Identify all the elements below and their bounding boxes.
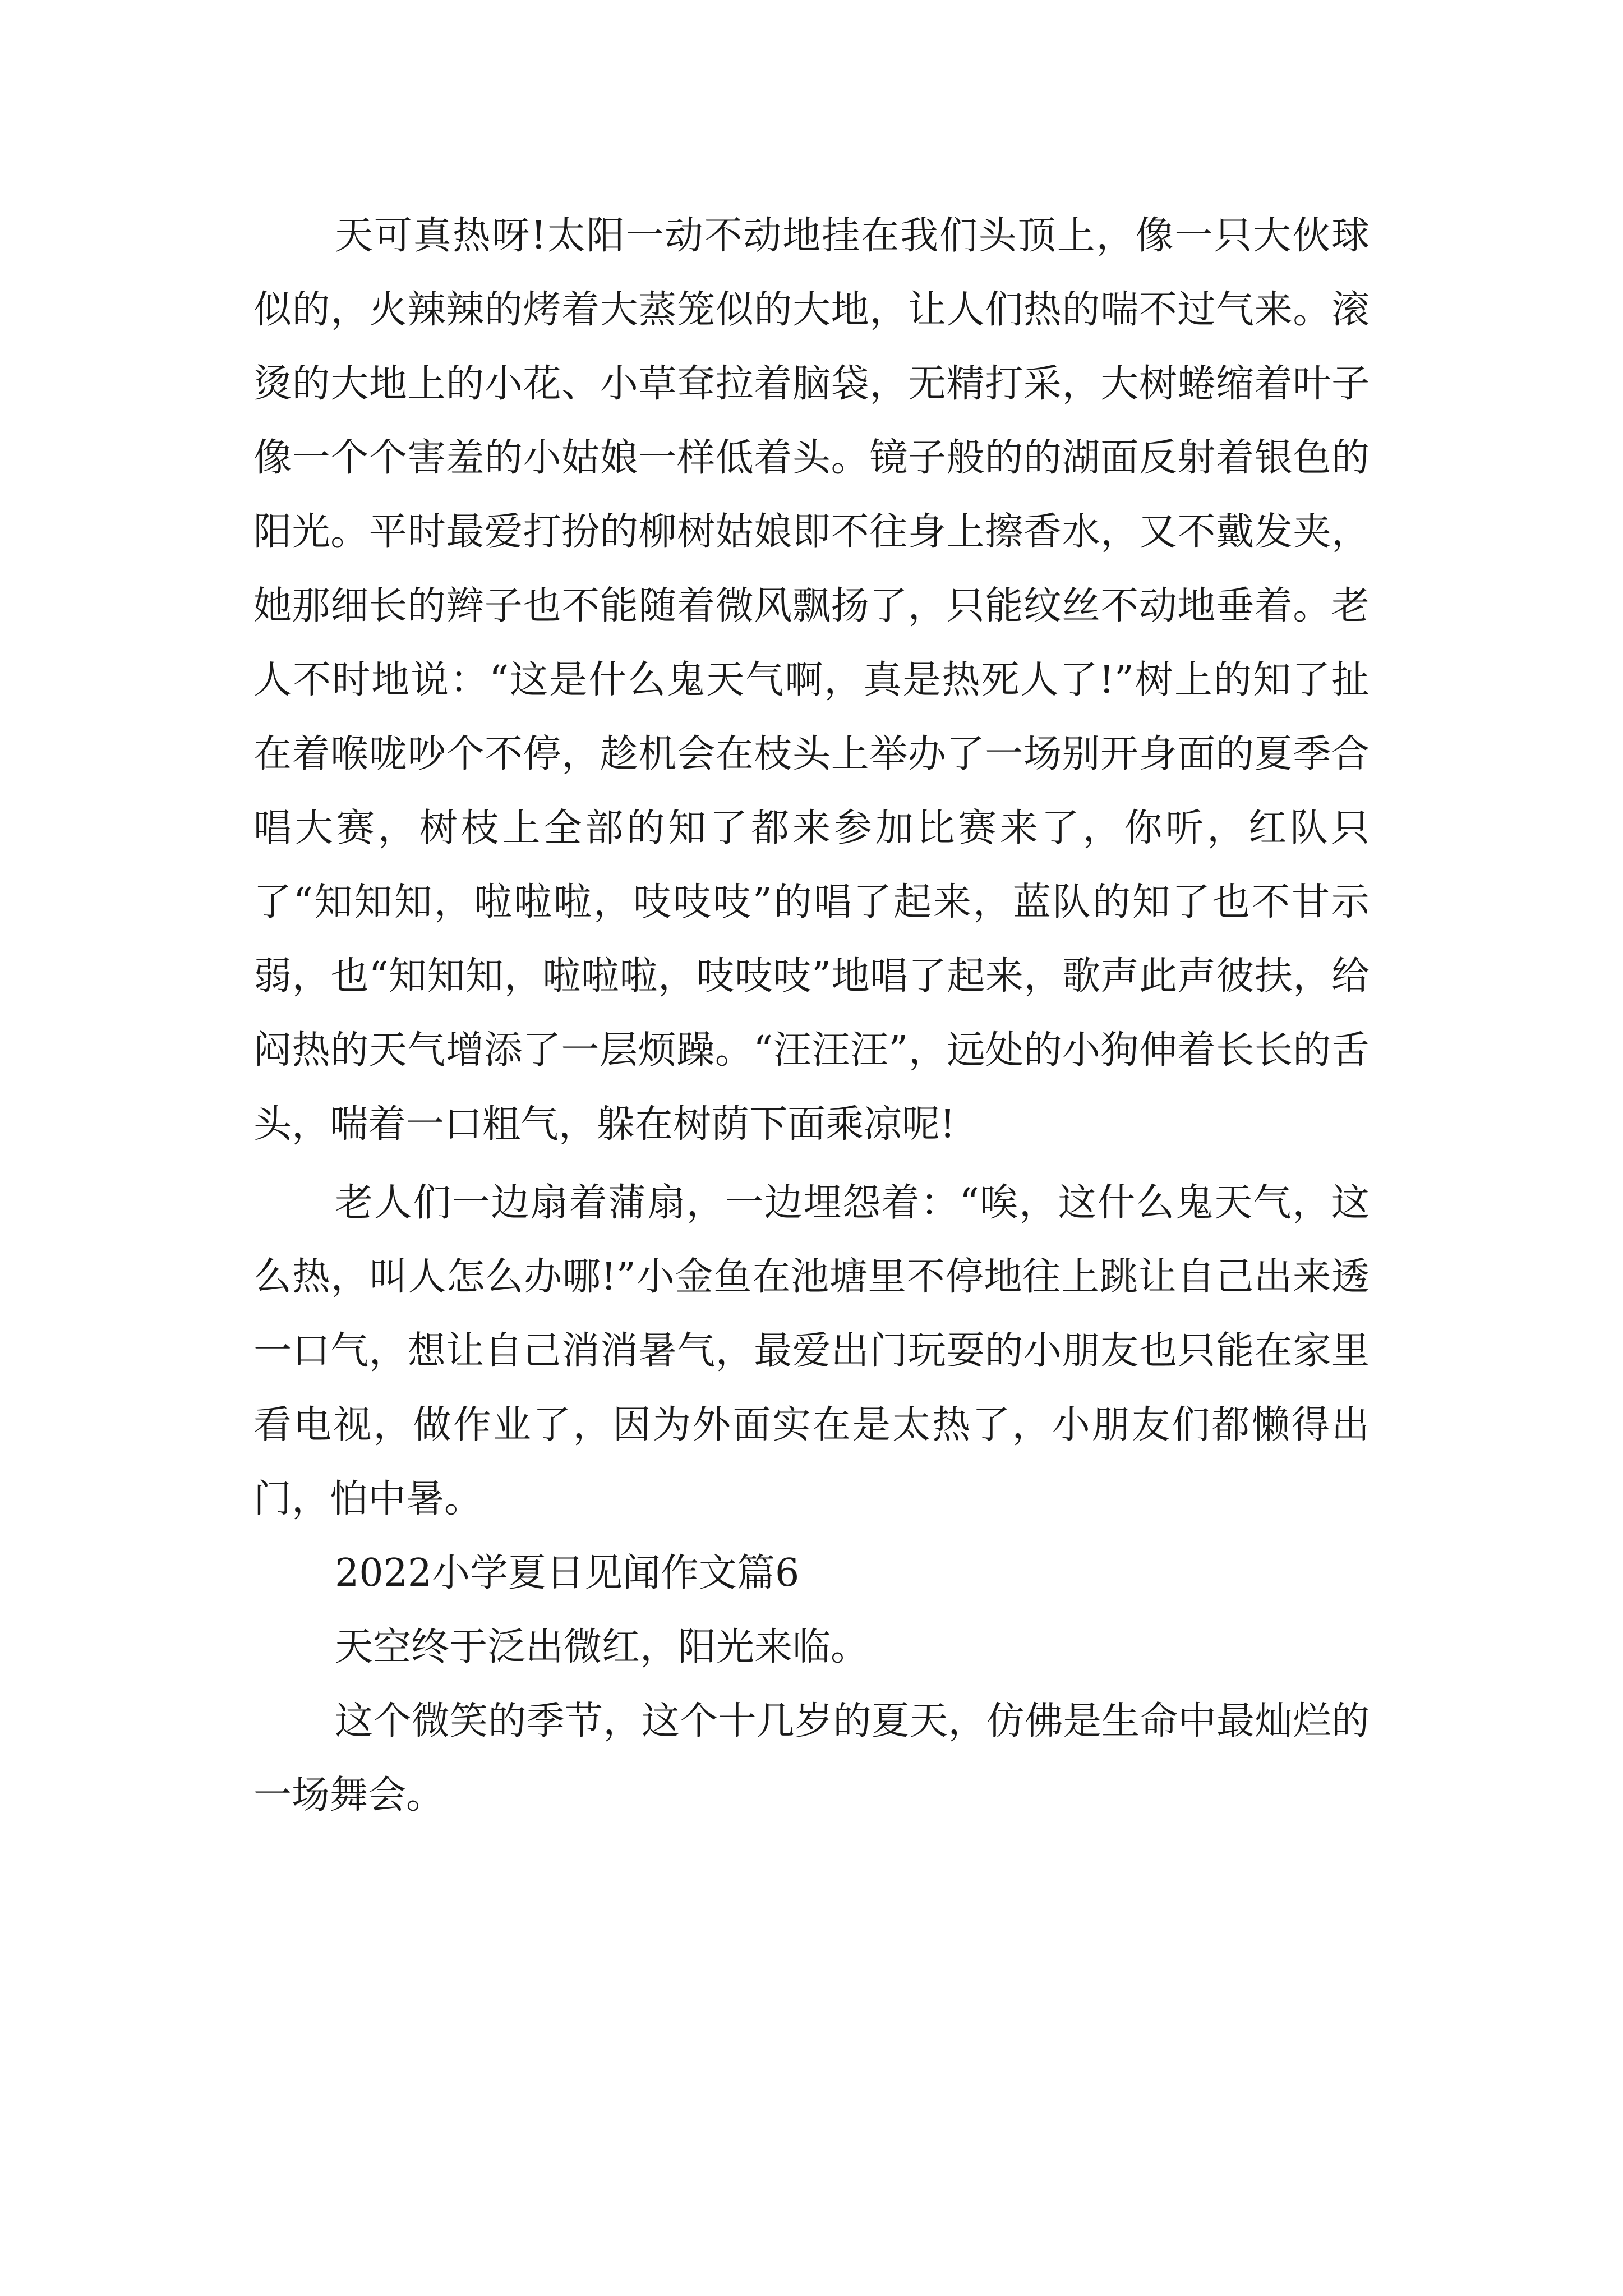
paragraph-3: 天空终于泛出微红，阳光来临。: [335, 1625, 869, 1669]
paragraph-1: 天可真热呀!太阳一动不动地挂在我们头顶上，像一只大伙球似的，火辣辣的烤着大蒸笼似的大地，让人们热的喘不过气来。滚烫的大地上的小花、小草耷拉着脑袋，无精打采，大树蜷缩着叶子像一个个害羞的小姑娘一样低着头。镜子般的的湖面反射着银色的阳光。平时最爱打扮的柳树姑娘即不往身上擦香水，又不戴发夹，她那细长的辫子也不能随着微风飘扬了，只能纹丝不动地垂着。老人不时地说：“这是什么鬼天气啊，真是热死人了!”树上的知了扯在着喉咙吵个不停，趁机会在枝头上举办了一场别开身面的夏季合唱大赛，树枝上全部的知了都来参加比赛来了，你听，红队只了“知知知，啦啦啦，吱吱吱”的唱了起来，蓝队的知了也不甘示弱，也“知知知，啦啦啦，吱吱吱”地唱了起来，歌声此声彼扶，给闷热的天气增添了一层烦躁。“汪汪汪”，远处的小狗伸着长长的舌头，喘着一口粗气，躲在树荫下面乘凉呢!: [253, 214, 1370, 1147]
document-body: [253, 199, 1370, 1833]
section-heading: 2022小学夏日见闻作文篇6: [335, 1551, 800, 1595]
paragraph-2: 老人们一边扇着蒲扇，一边埋怨着：“唉，这什么鬼天气，这么热，叫人怎么办哪!”小金鱼在池塘里不停地往上跳让自己出来透一口气，想让自己消消暑气，最爱出门玩耍的小朋友也只能在家里看电视，做作业了，因为外面实在是太热了，小朋友们都懒得出门，怕中暑。: [253, 1181, 1370, 1521]
paragraph-4: 这个微笑的季节，这个十几岁的夏天，仿佛是生命中最灿烂的一场舞会。: [253, 1699, 1370, 1818]
